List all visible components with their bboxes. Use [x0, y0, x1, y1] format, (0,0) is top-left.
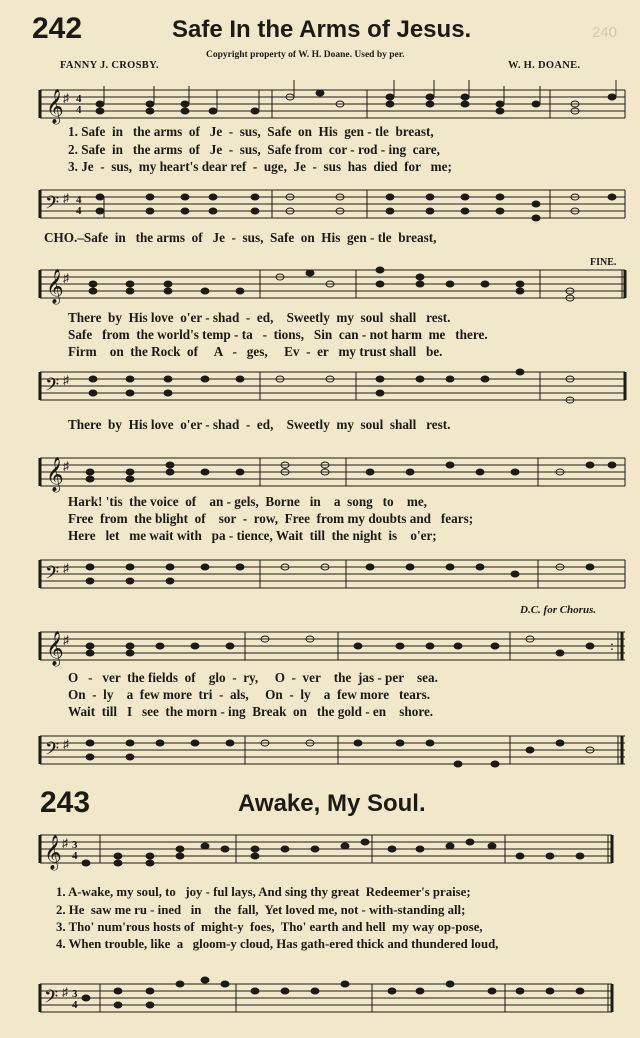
svg-text:♯: ♯ — [62, 836, 68, 850]
dc-for-chorus-marker: D.C. for Chorus. — [520, 604, 597, 616]
svg-text:4: 4 — [76, 93, 82, 105]
svg-text:𝄢: 𝄢 — [45, 374, 60, 399]
fine-marker: FINE. — [590, 257, 617, 268]
hymn-number-242: 242 — [32, 12, 83, 45]
verse-lyric-line: There by His love o'er - shad - ed, Sweetly my soul shall rest. — [68, 310, 451, 325]
hymn-title-242: Safe In the Arms of Jesus. — [172, 16, 472, 43]
verse-lyric-line: Wait till I see the morn - ing Break on the gold - en shore. — [68, 704, 434, 719]
copyright-note: Copyright property of W. H. Doane. Used by per. — [206, 50, 405, 60]
svg-text:♯: ♯ — [63, 191, 69, 205]
svg-text:3: 3 — [72, 988, 78, 1000]
verse-lyric-line: 3. Tho' num'rous hosts of might-y foes, Tho' earth and hell my way op-pose, — [56, 920, 483, 934]
svg-text:𝄞: 𝄞 — [44, 836, 62, 869]
svg-text:𝄢: 𝄢 — [45, 562, 60, 587]
chorus-lyric-line: CHO.–Safe in the arms of Je - sus, Safe on His gen - tle breast, — [44, 230, 437, 245]
svg-text:♯: ♯ — [63, 373, 69, 387]
svg-text:𝄞: 𝄞 — [46, 270, 64, 303]
verse-lyric-line: 2. He saw me ru - ined in the fall, Yet loved me, not - with-standing all; — [56, 903, 466, 917]
svg-text:♯: ♯ — [63, 633, 69, 647]
staff-bass-system-3 — [0, 548, 640, 596]
svg-text:♯: ♯ — [63, 271, 69, 285]
svg-text:𝄢: 𝄢 — [45, 192, 60, 217]
verse-lyric-line: 1. A-wake, my soul, to joy - ful lays, And sing thy great Redeemer's praise; — [56, 885, 471, 899]
svg-text:𝄞: 𝄞 — [46, 89, 64, 124]
svg-text:𝄢: 𝄢 — [45, 738, 60, 763]
verse-lyric-line: Free from the blight of sor - row, Free from my doubts and fears; — [68, 511, 474, 526]
verse-lyric-line: On - ly a few more tri - als, On - ly a few more tears. — [68, 687, 431, 702]
svg-text:3: 3 — [72, 839, 78, 851]
verse-lyric-line: 2. Safe in the arms of Je - sus, Safe from cor - rod - ing care, — [68, 142, 440, 157]
staff-bass-system-1 — [0, 178, 640, 226]
staff-treble-system-1 — [0, 80, 640, 126]
hymn-number-243: 243 — [40, 786, 91, 819]
svg-text:♯: ♯ — [63, 459, 69, 473]
verse-lyric-line: Hark! 'tis the voice of an - gels, Borne in a song to me, — [68, 494, 427, 509]
staff-treble-243 — [0, 820, 640, 880]
staff-bass-243 — [0, 958, 640, 1036]
verse-lyric-line: 1. Safe in the arms of Je - sus, Safe on His gen - tle breast, — [68, 124, 434, 139]
verse-lyric-line: Safe from the world's temp - ta - tions, Sin can - not harm me there. — [68, 327, 488, 342]
svg-text:4: 4 — [76, 104, 82, 116]
verse-lyric-line: 3. Je - sus, my heart's dear ref - uge, Je - sus has died for me; — [68, 159, 452, 174]
svg-text:♯: ♯ — [63, 737, 69, 751]
verse-lyric-line: Here let me wait with pa - tience, Wait till the night is o'er; — [68, 528, 437, 543]
verse-lyric-line: Firm on the Rock of A - ges, Ev - er my trust shall be. — [68, 344, 443, 359]
svg-text:♯: ♯ — [63, 561, 69, 575]
svg-text:𝄞: 𝄞 — [46, 458, 64, 491]
svg-text:𝄢: 𝄢 — [44, 986, 59, 1011]
verse-lyric-line: O - ver the fields of glo - ry, O - ver the jas - per sea. — [68, 670, 438, 685]
verse-lyric-line: 4. When trouble, like a gloom-y cloud, Has gath-ered thick and thundered loud, — [56, 937, 499, 951]
svg-text:4: 4 — [76, 205, 82, 217]
svg-text:4: 4 — [72, 850, 78, 862]
svg-text:4: 4 — [72, 999, 78, 1011]
staff-treble-system-4 — [0, 620, 640, 670]
hymn-title-243: Awake, My Soul. — [238, 790, 426, 817]
lyricist-credit: FANNY J. CROSBY. — [60, 60, 159, 71]
svg-text:♯: ♯ — [62, 985, 68, 999]
svg-text:𝄞: 𝄞 — [46, 632, 64, 665]
svg-text::: : — [610, 639, 614, 654]
page-corner-mark: 240 — [592, 24, 618, 41]
bass-lyric-line: There by His love o'er - shad - ed, Sweetly my soul shall rest. — [68, 417, 451, 432]
staff-treble-system-3 — [0, 450, 640, 496]
staff-bass-system-2 — [0, 362, 640, 410]
svg-text:4: 4 — [76, 194, 82, 206]
staff-bass-system-4 — [0, 724, 640, 776]
svg-text:♯: ♯ — [63, 91, 69, 105]
staff-treble-system-2 — [0, 258, 640, 308]
composer-credit: W. H. DOANE. — [508, 60, 581, 71]
